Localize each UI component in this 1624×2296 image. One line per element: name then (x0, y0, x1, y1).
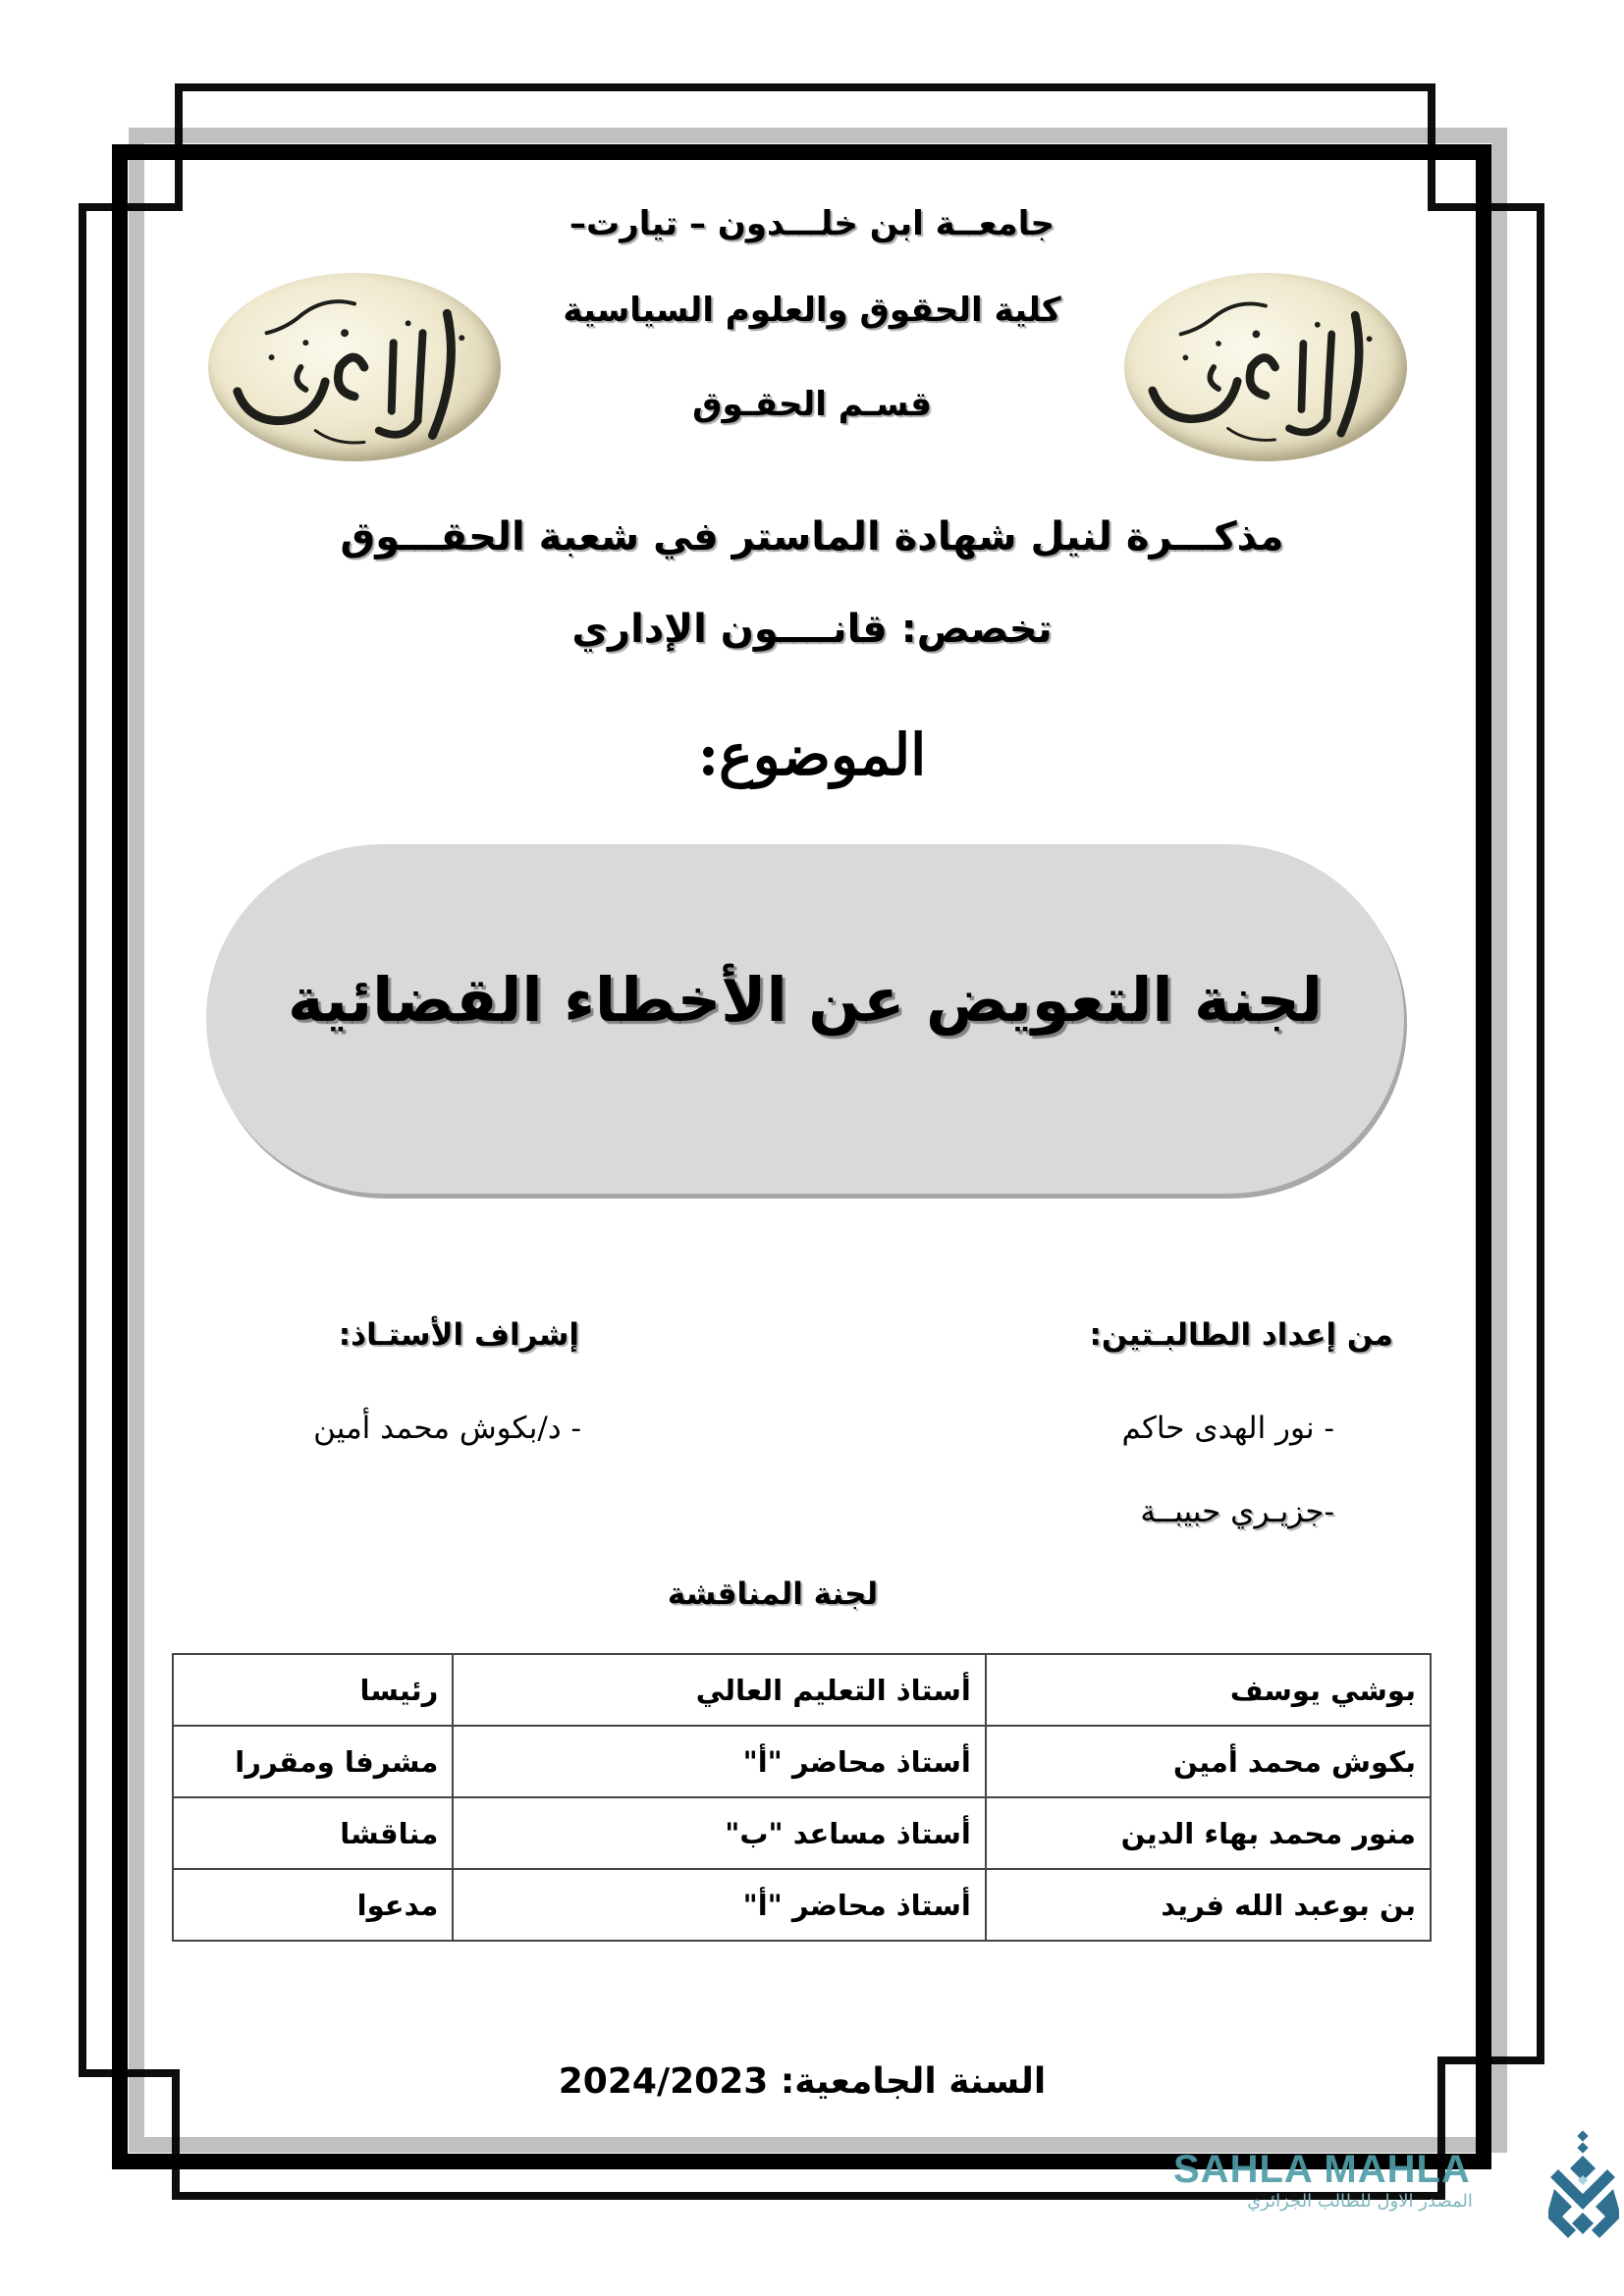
member-rank: أستاذ التعليم العالي (453, 1654, 986, 1726)
academic-year: السنة الجامعية: 2024/2023 (558, 2061, 1047, 2102)
student-name-1: - نور الهدى حاكم (1121, 1411, 1334, 1446)
student-name-2: -جزيـري حبيبــة (1140, 1494, 1334, 1529)
university-name: جامعــة ابن خلـــدون – تيارت– (569, 204, 1055, 243)
watermark (1173, 2140, 1624, 2258)
watermark-tagline: المصدر الاول للطالب الجزائري (1247, 2191, 1473, 2212)
supervisor-name: - د/بكوش محمد أمين (313, 1411, 581, 1446)
member-role: رئيسا (173, 1654, 453, 1726)
member-role: مناقشا (173, 1797, 453, 1869)
member-name: بن بوعبد الله فريد (986, 1869, 1431, 1941)
supervisor-heading: إشراف الأستـاذ: (338, 1317, 579, 1353)
member-name: بكوش محمد أمين (986, 1726, 1431, 1797)
member-rank: أستاذ محاضر "أ" (453, 1726, 986, 1797)
member-role: مشرفا ومقررا (173, 1726, 453, 1797)
member-name: بوشي يوسف (986, 1654, 1431, 1726)
faculty-name: كلية الحقوق والعلوم السياسية (563, 291, 1061, 330)
subject-label: الموضوع: (697, 721, 927, 788)
watermark-brand: SAHLA MAHLA (1173, 2148, 1471, 2191)
member-role: مدعوا (173, 1869, 453, 1941)
students-heading: من إعداد الطالبـتين: (1089, 1317, 1393, 1353)
member-rank: أستاذ محاضر "أ" (453, 1869, 986, 1941)
calligraphy-icon (1124, 273, 1407, 461)
committee-heading: لجنة المناقشة (667, 1576, 879, 1612)
university-logo-left (208, 273, 501, 461)
table-row (173, 1797, 1431, 1869)
department-name: قسـم الحقـوق (692, 385, 932, 424)
table-row (173, 1869, 1431, 1941)
member-name: منور محمد بهاء الدين (986, 1797, 1431, 1869)
university-logo-right (1124, 273, 1407, 461)
member-rank: أستاذ مساعد "ب" (453, 1797, 986, 1869)
thesis-title: لجنة التعويض عن الأخطاء القضائية (287, 963, 1324, 1036)
table-row (173, 1654, 1431, 1726)
committee-table (172, 1653, 1432, 1942)
degree-line: مذكـــرة لنيل شهادة الماستر في شعبة الحقـــوق (340, 514, 1284, 560)
thesis-title-box (206, 844, 1404, 1194)
specialty-line: تخصص: قانــــون الإداري (571, 607, 1053, 652)
table-row (173, 1726, 1431, 1797)
sahla-mahla-logo-icon (1548, 2130, 1619, 2238)
calligraphy-icon (208, 273, 501, 461)
